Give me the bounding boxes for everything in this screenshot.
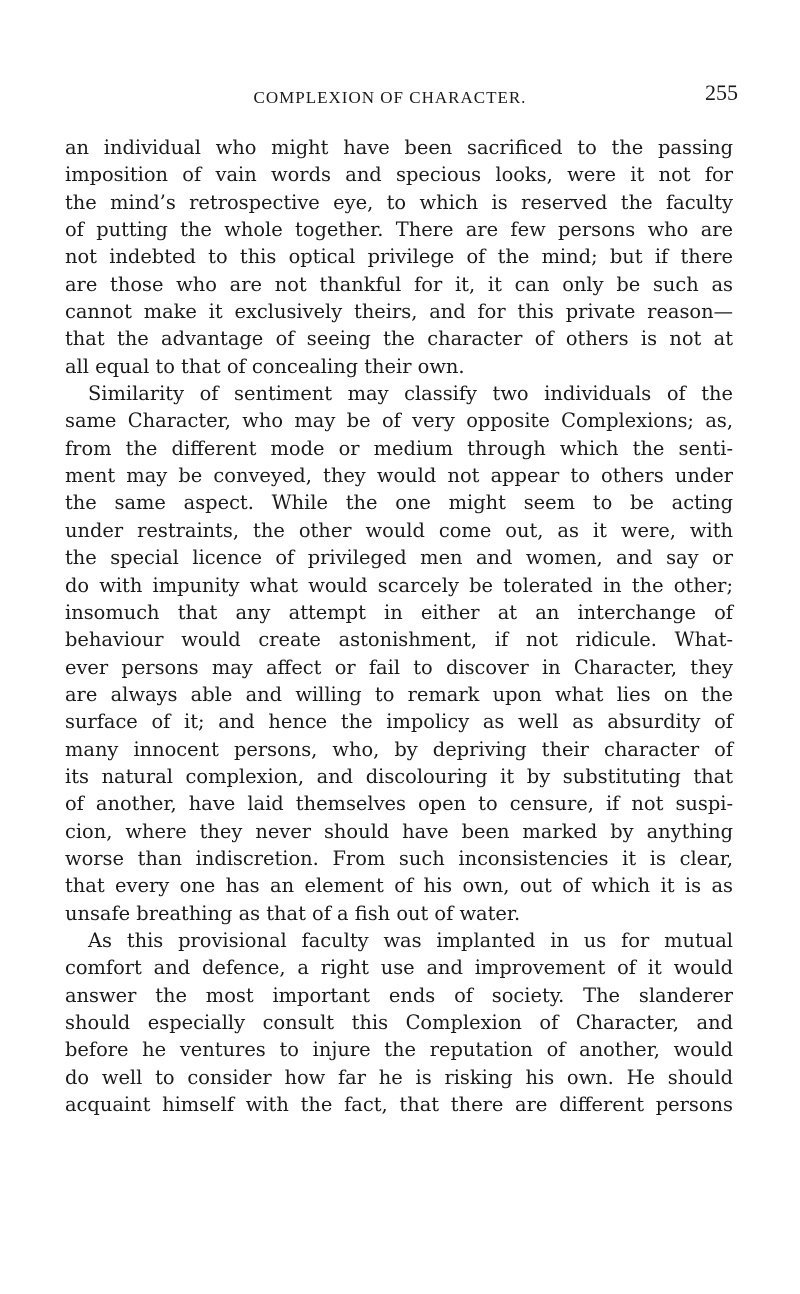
- text-line: are those who are not thankful for it, it can only be such as: [65, 272, 733, 296]
- text-line: imposition of vain words and specious looks, were it not for: [65, 163, 733, 187]
- text-line: same Character, who may be of very opposite Complexions; as,: [65, 409, 733, 433]
- text-line: worse than indiscretion. From such inconsistencies it is clear,: [65, 846, 733, 870]
- text-line: acquaint himself with the fact, that there are different persons: [65, 1093, 733, 1117]
- text-line: should especially consult this Complexion of Character, and: [65, 1011, 733, 1034]
- text-line: of putting the whole together. There are few persons who are: [65, 218, 733, 242]
- text-line: before he ventures to injure the reputation of another, would: [65, 1038, 733, 1062]
- text-line: do with impunity what would scarcely be tolerated in the other;: [65, 573, 733, 597]
- text-line: cannot make it exclusively theirs, and for this private reason—: [65, 300, 733, 324]
- page-number: 255: [705, 80, 738, 105]
- text-line: answer the most important ends of society. The slanderer: [65, 983, 733, 1007]
- body-text: [65, 134, 733, 1118]
- text-line: behaviour would create astonishment, if not ridicule. What-: [65, 628, 733, 652]
- text-line: the special licence of privileged men and women, and say or: [65, 546, 733, 570]
- text-line: under restraints, the other would come out, as it were, with: [65, 518, 733, 542]
- text-line: the same aspect. While the one might seem to be acting: [65, 491, 733, 515]
- text-line: surface of it; and hence the impolicy as well as absurdity of: [65, 710, 733, 734]
- text-line: ment may be conveyed, they would not appear to others under: [65, 464, 733, 488]
- running-head: COMPLEXION OF CHARACTER.: [253, 88, 527, 107]
- text-line: insomuch that any attempt in either at an interchange of: [65, 600, 733, 624]
- text-line: an individual who might have been sacrificed to the passing: [65, 136, 733, 159]
- text-line: that the advantage of seeing the character of others is not at: [65, 327, 733, 351]
- text-line: comfort and defence, a right use and improvement of it would: [65, 956, 733, 980]
- text-line: are always able and willing to remark upon what lies on the: [65, 682, 733, 706]
- text-line: of another, have laid themselves open to censure, if not suspi-: [65, 792, 733, 816]
- text-line: its natural complexion, and discolouring it by substituting that: [65, 764, 733, 788]
- text-line: the mind’s retrospective eye, to which is reserved the faculty: [65, 190, 733, 214]
- text-line: from the different mode or medium through which the senti-: [65, 436, 733, 460]
- text-line: many innocent persons, who, by depriving their character of: [65, 737, 733, 761]
- text-line: cion, where they never should have been marked by anything: [65, 819, 733, 843]
- text-line: unsafe breathing as that of a fish out of water.: [65, 901, 521, 925]
- text-line: Similarity of sentiment may classify two individuals of the: [88, 382, 733, 406]
- text-line: that every one has an element of his own, out of which it is as: [65, 874, 733, 898]
- text-line: all equal to that of concealing their own.: [65, 354, 465, 378]
- text-line: do well to consider how far he is risking his own. He should: [65, 1065, 733, 1089]
- text-line: ever persons may affect or fail to discover in Character, they: [65, 655, 733, 679]
- text-line: not indebted to this optical privilege of the mind; but if there: [65, 245, 733, 269]
- text-line: As this provisional faculty was implanted in us for mutual: [88, 928, 733, 952]
